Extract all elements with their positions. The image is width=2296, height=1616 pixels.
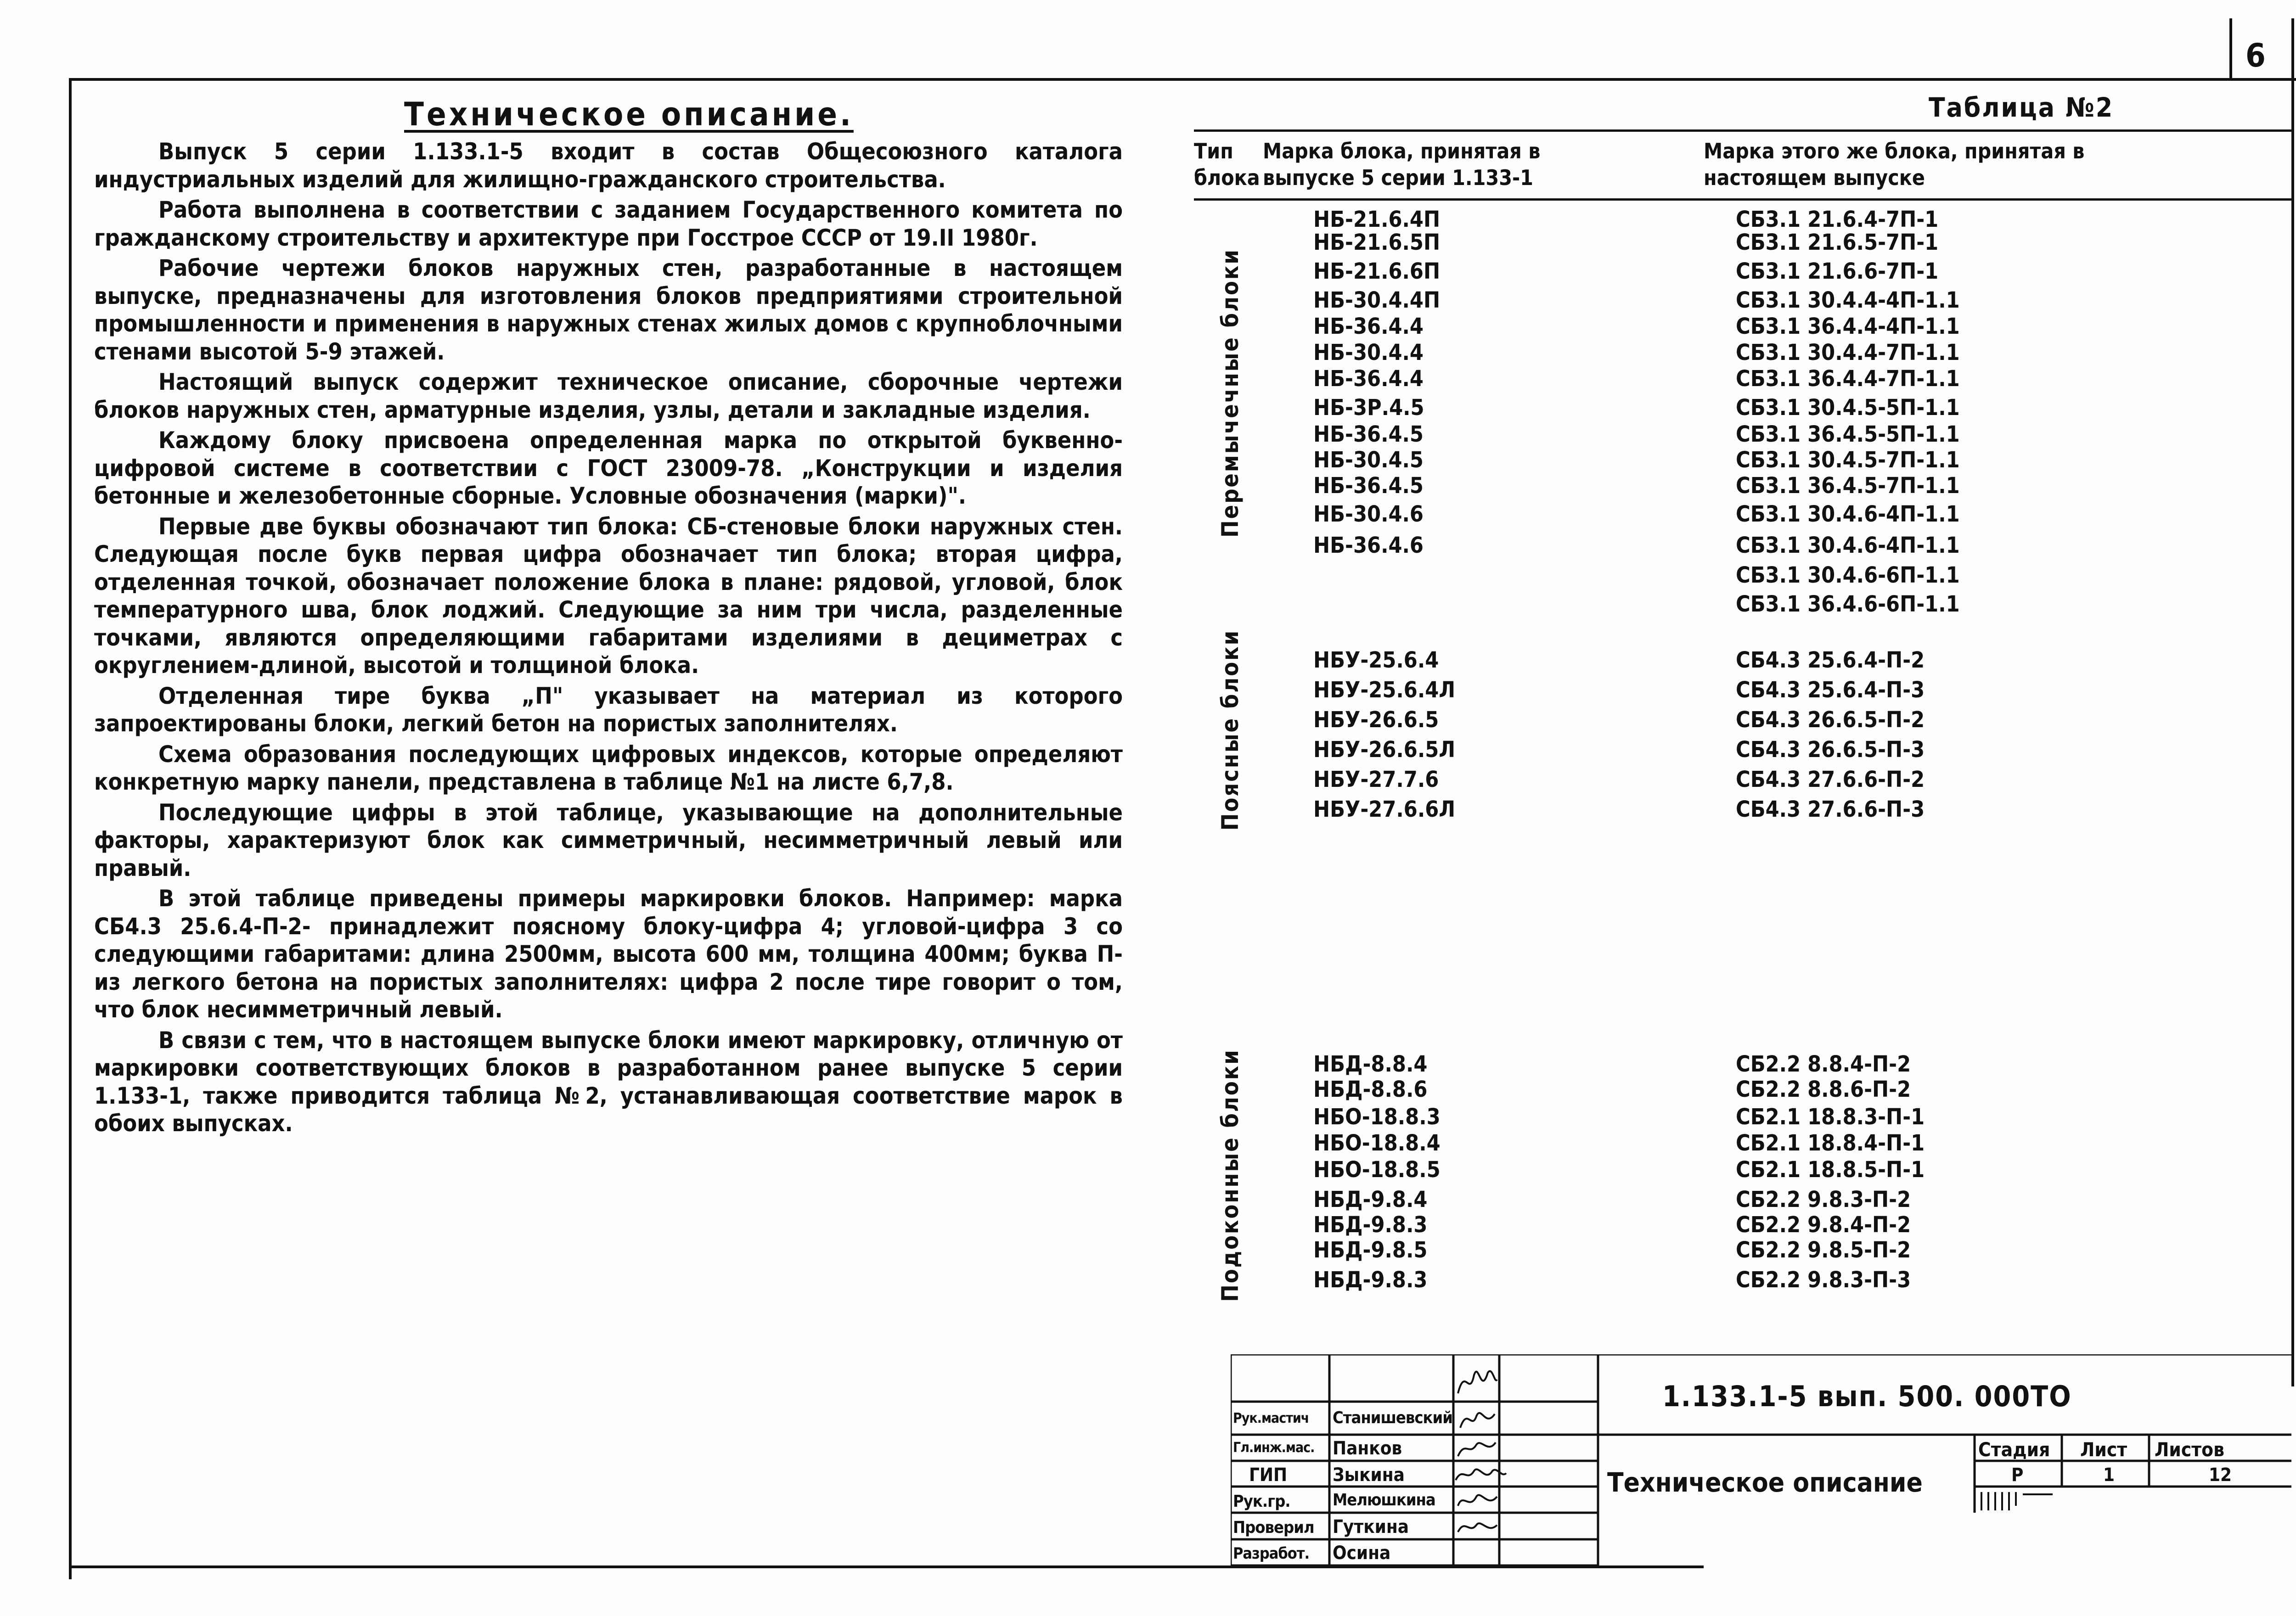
table-row-old-mark: НБД-8.8.4 <box>1313 1051 1428 1077</box>
table-row-new-mark: СБ3.1 21.6.4-7П-1 <box>1736 207 1939 232</box>
table2-title: Таблица №2 <box>1929 92 2114 123</box>
person-role: Рук.гр. <box>1233 1492 1290 1511</box>
sheet-value: 1 <box>2103 1464 2115 1486</box>
table-row-old-mark: НБО-18.8.5 <box>1313 1157 1441 1183</box>
table-row-new-mark: СБ4.3 26.6.5-П-3 <box>1736 737 1925 763</box>
table-row-old-mark: НБУ-27.6.6Л <box>1313 797 1456 822</box>
table-row-new-mark: СБ3.1 30.4.6-4П-1.1 <box>1736 533 1960 558</box>
doc-title: Техническое описание <box>1607 1467 1923 1498</box>
description-paragraph: Каждому блоку присвоена определенная марка по открытой буквенно-цифровой системе в соответствии с ГОСТ 23009-78. „Конструкции и изделия бетонные и железобетонные сборные. Условные обозначения (марки)". <box>94 427 1123 509</box>
table-row-new-mark: СБ4.3 27.6.6-П-3 <box>1736 797 1925 822</box>
description-paragraph: Рабочие чертежи блоков наружных стен, разработанные в настоящем выпуске, предназначены для изготовления блоков предприятиями строительной промышленности и применения в наружных стенах жилых домов с крупноблочными стенами высотой 5-9 этажей. <box>94 255 1123 365</box>
table-row-old-mark: НБ-30.4.4П <box>1313 287 1441 313</box>
table-row-new-mark: СБ4.3 25.6.4-П-3 <box>1736 677 1925 703</box>
frame-left-line <box>69 78 72 1579</box>
description-paragraph: В связи с тем, что в настоящем выпуске блоки имеют маркировку, отличную от маркировки соответствующих блоков в разработанном ранее выпуске 5 серии 1.133-1, также приводится таблица №2, устанавливающая соответствие марок в обоих выпусках. <box>94 1027 1123 1137</box>
stage-header: Стадия <box>1978 1438 2050 1461</box>
group-label-sill: Подоконные блоки <box>1217 1049 1244 1302</box>
description-paragraph: Настоящий выпуск содержит техническое описание, сборочные чертежи блоков наружных стен, арматурные изделия, узлы, детали и закладные изделия. <box>94 369 1123 423</box>
table-row-new-mark: СБ3.1 36.4.5-7П-1.1 <box>1736 473 1960 499</box>
table-row-new-mark: СБ4.3 25.6.4-П-2 <box>1736 647 1925 673</box>
table-row-old-mark: НБ-30.4.4 <box>1313 340 1424 365</box>
table-row-new-mark: СБ3.1 36.4.6-6П-1.1 <box>1736 591 1960 617</box>
sheet-number: 6 <box>2245 37 2266 74</box>
description-paragraph: Схема образования последующих цифровых индексов, которые определяют конкретную марку панели, представлена в таблице №1 на листе 6,7,8. <box>94 741 1123 795</box>
table-row-old-mark: НБ-36.4.5 <box>1313 473 1424 499</box>
table-row-old-mark: НБ-21.6.4П <box>1313 207 1441 232</box>
table-row-old-mark: НБ-21.6.5П <box>1313 230 1441 255</box>
table-row-old-mark: НБУ-26.6.5Л <box>1313 737 1456 763</box>
sheet-number-box-line <box>2229 18 2232 80</box>
table-row-new-mark: СБ2.1 18.8.4-П-1 <box>1736 1130 1925 1156</box>
description-paragraph: Отделенная тире буква „П" указывает на материал из которого запроектированы блоки, легкий бетон на пористых заполнителях. <box>94 682 1123 737</box>
table-row-old-mark: НБ-36.4.4 <box>1313 366 1424 392</box>
table-row-new-mark: СБ3.1 30.4.5-5П-1.1 <box>1736 395 1960 421</box>
table-row-new-mark: СБ2.1 18.8.3-П-1 <box>1736 1104 1925 1130</box>
table-row-old-mark: НБД-9.8.4 <box>1313 1187 1428 1212</box>
table-row-old-mark: НБУ-27.7.6 <box>1313 767 1439 792</box>
signature-4 <box>1453 1462 1508 1487</box>
table-row-new-mark: СБ3.1 30.4.6-4П-1.1 <box>1736 501 1960 527</box>
signature-3 <box>1453 1436 1499 1461</box>
person-name: Мелюшкина <box>1333 1491 1435 1509</box>
table-row-new-mark: СБ4.3 27.6.6-П-2 <box>1736 767 1925 792</box>
table2-header-line <box>1194 198 2291 201</box>
table-row-new-mark: СБ3.1 36.4.4-4П-1.1 <box>1736 314 1960 339</box>
table-row-new-mark: СБ4.3 26.6.5-П-2 <box>1736 707 1925 733</box>
frame-right-line <box>2291 18 2294 1386</box>
table-row-old-mark: НБ-21.6.6П <box>1313 258 1441 284</box>
table-row-new-mark: СБ3.1 30.4.4-4П-1.1 <box>1736 287 1960 313</box>
signature-2 <box>1453 1403 1499 1435</box>
title-block <box>1231 1354 2291 1568</box>
sheets-value: 12 <box>2209 1464 2232 1486</box>
table2-top-line <box>1194 129 2291 132</box>
person-name: Станишевский <box>1333 1408 1452 1427</box>
person-role: ГИП <box>1249 1464 1288 1486</box>
description-body <box>94 138 1123 1138</box>
table-row-new-mark: СБ2.1 18.8.5-П-1 <box>1736 1157 1925 1183</box>
table2-header-new-mark: Марка этого же блока, принятая в настоящем выпуске <box>1704 139 2085 190</box>
table-row-new-mark: СБ2.2 9.8.4-П-2 <box>1736 1212 1911 1238</box>
table-row-old-mark: НБУ-26.6.5 <box>1313 707 1439 733</box>
table-row-new-mark: СБ3.1 21.6.5-7П-1 <box>1736 230 1939 255</box>
table2-header-type: Тип блока <box>1194 139 1260 190</box>
description-paragraph: Последующие цифры в этой таблице, указывающие на дополнительные факторы, характеризуют блок как симметричный, несимметричный левый или правый. <box>94 799 1123 881</box>
person-name: Зыкина <box>1333 1464 1405 1486</box>
table2-header-old-mark: Марка блока, принятая в выпуске 5 серии 1.133-1 <box>1263 139 1541 190</box>
person-role: Проверил <box>1233 1518 1314 1537</box>
group-label-lintel: Перемычечные блоки <box>1217 248 1244 538</box>
group-label-belt: Поясные блоки <box>1217 629 1244 831</box>
person-name: Осина <box>1333 1543 1391 1564</box>
table-row-new-mark: СБ3.1 21.6.6-7П-1 <box>1736 258 1939 284</box>
table-row-old-mark: НБО-18.8.4 <box>1313 1130 1441 1156</box>
doc-code: 1.133.1-5 вып. 500. 000ТО <box>1662 1380 2072 1413</box>
table-row-old-mark: НБД-9.8.3 <box>1313 1212 1428 1238</box>
table-row-new-mark: СБ2.2 9.8.5-П-2 <box>1736 1237 1911 1263</box>
table-row-old-mark: НБ-3Р.4.5 <box>1313 395 1424 421</box>
table-row-old-mark: НБ-30.4.6 <box>1313 501 1424 527</box>
table-row-old-mark: НБУ-25.6.4 <box>1313 647 1439 673</box>
stage-value: Р <box>2011 1464 2024 1486</box>
table-row-new-mark: СБ3.1 30.4.6-6П-1.1 <box>1736 562 1960 588</box>
sheet-header: Лист <box>2080 1438 2127 1461</box>
signature-1 <box>1453 1357 1499 1403</box>
person-role: Гл.инж.мас. <box>1233 1440 1315 1456</box>
description-paragraph: Работа выполнена в соответствии с заданием Государственного комитета по гражданскому строительству и архитектуре при Госстрое СССР от 19.II 1980г. <box>94 196 1123 251</box>
description-paragraph: Выпуск 5 серии 1.133.1-5 входит в состав Общесоюзного каталога индустриальных изделий для жилищно-гражданского строительства. <box>94 138 1123 193</box>
frame-top-line <box>69 78 2296 81</box>
table-row-new-mark: СБ3.1 30.4.4-7П-1.1 <box>1736 340 1960 365</box>
table-row-old-mark: НБД-8.8.6 <box>1313 1077 1428 1102</box>
table-row-old-mark: НБУ-25.6.4Л <box>1313 677 1456 703</box>
table-row-new-mark: СБ2.2 9.8.3-П-3 <box>1736 1267 1911 1293</box>
description-paragraph: В этой таблице приведены примеры маркировки блоков. Например: марка СБ4.3 25.6.4-П-2- принадлежит поясному блоку-цифра 4; угловой-цифра 3 со следующими габаритами: длина 2500мм, высота 600 мм, толщина 400мм; буква П-из легкого бетона на пористых заполнителях: цифра 2 после тире говорит о том, что блок несимметричный левый. <box>94 885 1123 1023</box>
table-row-old-mark: НБО-18.8.3 <box>1313 1104 1441 1130</box>
sheets-header: Листов <box>2155 1438 2225 1461</box>
table-row-new-mark: СБ3.1 36.4.4-7П-1.1 <box>1736 366 1960 392</box>
signature-6 <box>1453 1514 1499 1539</box>
table-row-new-mark: СБ3.1 30.4.5-7П-1.1 <box>1736 447 1960 473</box>
person-role: Разработ. <box>1233 1544 1310 1563</box>
table-row-new-mark: СБ2.2 8.8.6-П-2 <box>1736 1077 1911 1102</box>
table-row-old-mark: НБ-36.4.6 <box>1313 533 1424 558</box>
table-row-new-mark: СБ3.1 36.4.5-5П-1.1 <box>1736 421 1960 447</box>
table-row-old-mark: НБД-9.8.5 <box>1313 1237 1428 1263</box>
table-row-new-mark: СБ2.2 9.8.3-П-2 <box>1736 1187 1911 1212</box>
signature-5 <box>1453 1487 1499 1513</box>
table-row-old-mark: НБ-30.4.5 <box>1313 447 1424 473</box>
description-paragraph: Первые две буквы обозначают тип блока: СБ-стеновые блоки наружных стен. Следующая после букв первая цифра обозначает тип блока; вторая цифра, отделенная точкой, обозначает положение блока в плане: рядовой, угловой, блок температурного шва, блок лоджий. Следующие за ним три числа, разделенные точками, являются определяющими габаритами изделиями в дециметрах с округлением-длиной, высотой и толщиной блока. <box>94 513 1123 679</box>
table-row-old-mark: НБ-36.4.5 <box>1313 421 1424 447</box>
description-title: Техническое описание. <box>404 95 854 133</box>
table-row-old-mark: НБ-36.4.4 <box>1313 314 1424 339</box>
person-name: Панков <box>1333 1438 1402 1459</box>
table-row-new-mark: СБ2.2 8.8.4-П-2 <box>1736 1051 1911 1077</box>
table-row-old-mark: НБД-9.8.3 <box>1313 1267 1428 1293</box>
person-name: Гуткина <box>1333 1516 1409 1537</box>
person-role: Рук.мастич <box>1233 1410 1309 1426</box>
